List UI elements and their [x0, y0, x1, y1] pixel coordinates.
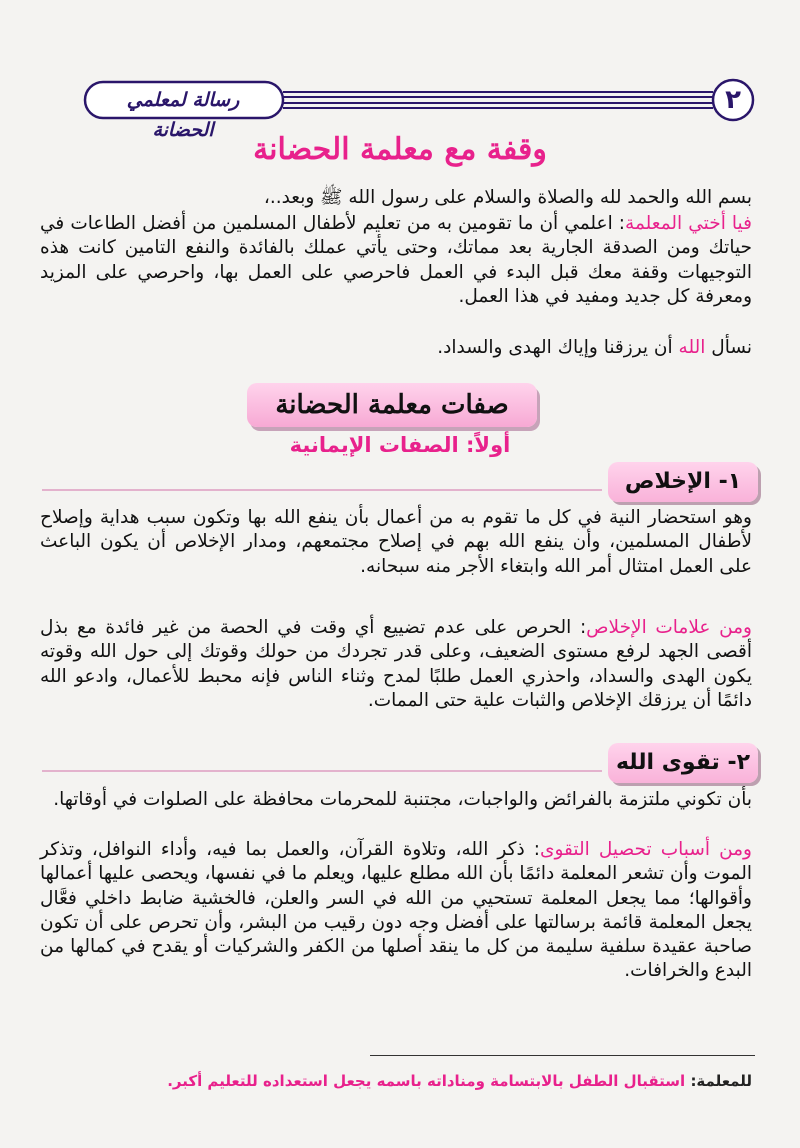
prayer-allah: الله: [678, 337, 706, 358]
running-title: رسالة لمعلمي الحضانة: [126, 89, 240, 141]
intro-opening: [40, 186, 752, 210]
section-2-paragraph-1: [40, 788, 752, 812]
section-1-text-1: وهو استحضار النية في كل ما تقوم به من أعمال بأن ينفع الله بها وتكون سبب هداية وإصلاح لأطفال المسلمين، وأن ينفع الله بهم في إصلاح مجتمعهم، ومدار الإخلاص أن يكون الباعث على العمل امتثال أمر الله وابتغاء الأجر منه سبحانه.: [40, 507, 752, 577]
section-rule-2: [42, 770, 602, 772]
section-heading-2: ٢- تقوى الله: [608, 743, 758, 783]
section-2-text-1: بأن تكوني ملتزمة بالفرائض والواجبات، مجتنبة للمحرمات محافظة على الصلوات في أوقاتها.: [53, 789, 752, 810]
intro-paragraph: [40, 212, 752, 309]
section-1-text-2: : الحرص على عدم تضييع أي وقت في الحصة من غير فائدة مع بذل أقصى الجهد لرفع مستوى الضعيف، وعلى قدر تجردك من حولك وقوتك إلى حول الله وقوته يكون الهدى والسداد، واحذري العمل طلبًا لمدح وثناء الناس فإنه محبط للأعمال، وادعو الله دائمًا أن يرزقك الإخلاص والثبات علية حتى الممات.: [40, 617, 752, 711]
page-header: [45, 78, 755, 141]
intro-address-text: : اعلمي أن ما تقومين به من تعليم لأطفال المسلمين من أفضل الطاعات في حياتك ومن الصدقة الجارية بعد مماتك، وحتى يأتي عملك بالفائدة والنفع التامين كانت هذه التوجيهات وقفة معك قبل البدء في العمل فاحرصي على العمل بها، واحرصي على المزيد ومعرفة كل جديد ومفيد في هذا العمل.: [40, 213, 752, 307]
section-2-paragraph-2: [40, 838, 752, 984]
page-title: وقفة مع معلمة الحضانة: [253, 132, 547, 167]
prayer-start: نسأل: [711, 337, 752, 358]
footnote-lead: للمعلمة:: [690, 1072, 752, 1090]
section-2-text-2: : ذكر الله، وتلاوة القرآن، والعمل بما فيه، وأداء النوافل، وتذكر الموت وأن تشعر المعلمة دائمًا بأن الله مطلع عليها، ويعلم ما في نفسها، ويحصى عليها أعمالها وأقوالها؛ مما يجعل المعلمة تستحيي من الله في السر والعلن، فالخشية ضابط داخلي فعَّال يجعل المعلمة قائمة برسالتها على أفضل وجه دون رقيب من البشر، وأن تحرص على أن تكون صاحبة عقيدة سلفية سليمة من كل ما ينقد أصلها من الكفر والشركيات أو يقدح في كمالها من البدع والخرافات.: [40, 839, 752, 982]
section-heading-1: ١- الإخلاص: [608, 462, 758, 502]
section-2-causes-label: ومن أسباب تحصيل التقوى: [540, 839, 752, 860]
section-rule-1: [42, 489, 602, 491]
subheading: أولاً: الصفات الإيمانية: [289, 433, 511, 457]
section-1-paragraph-2: [40, 616, 752, 713]
section-1-signs-label: ومن علامات الإخلاص: [586, 617, 752, 638]
footnote-text: استقبال الطفل بالابتسامة ومناداته باسمه يجعل استعداده للتعليم أكبر.: [167, 1072, 686, 1090]
prayer-end: أن يرزقنا وإياك الهدى والسداد.: [437, 337, 673, 358]
footnote-rule: [370, 1055, 755, 1056]
intro-opening-text: بسم الله والحمد لله والصلاة والسلام على رسول الله ﷺ وبعد..،: [263, 187, 752, 208]
section-1-paragraph-1: [40, 506, 752, 579]
intro-address-label: فيا أختي المعلمة: [625, 213, 752, 234]
intro-prayer: [40, 336, 752, 360]
footnote: [40, 1072, 752, 1090]
section-banner: صفات معلمة الحضانة: [247, 383, 537, 427]
page-number: ٢: [725, 85, 741, 115]
